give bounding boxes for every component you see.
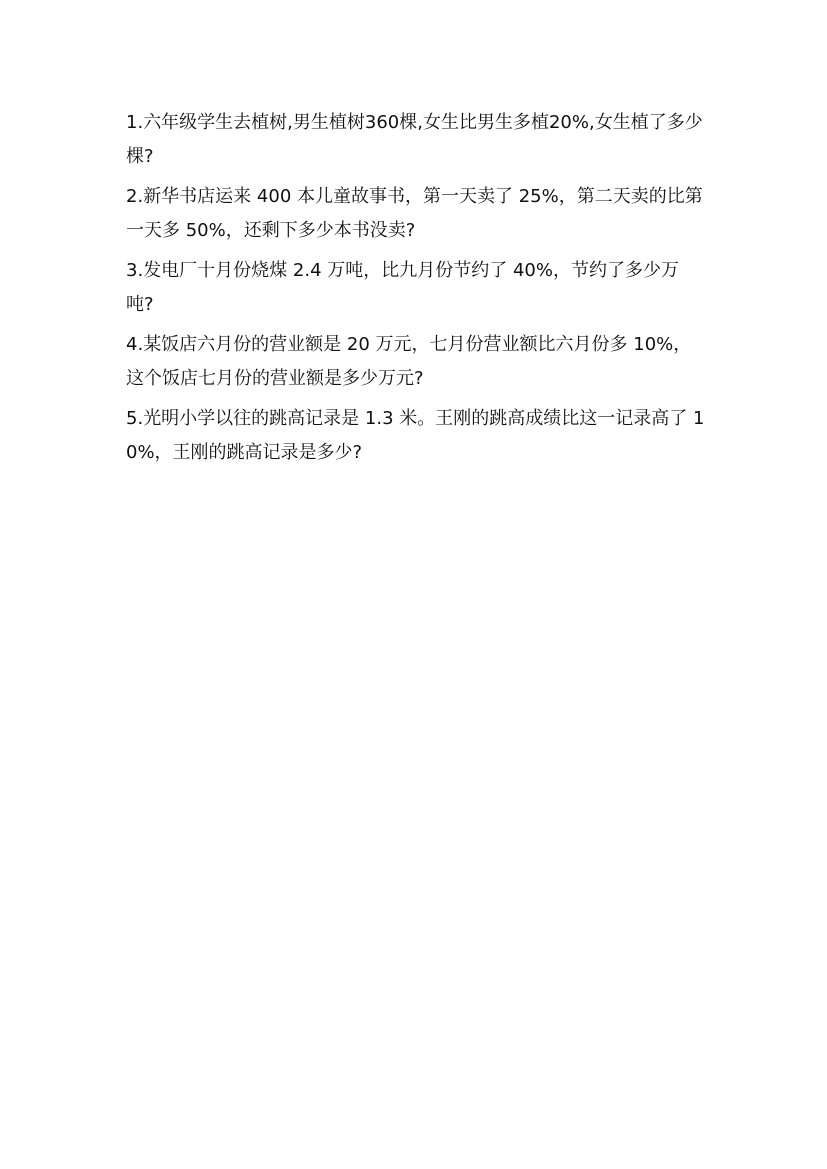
- problem-text: 六年级学生去植树,男生植树360棵,女生比男生多植20%,女生植了多少棵?: [126, 112, 703, 167]
- problem-text: 某饭店六月份的营业额是 20 万元，七月份营业额比六月份多 10%，这个饭店七月份的营业额是多少万元?: [126, 334, 692, 389]
- problem-text: 新华书店运来 400 本儿童故事书，第一天卖了 25%，第二天卖的比第一天多 50%，还剩下多少本书没卖?: [126, 186, 703, 241]
- problem-number: 2.: [126, 186, 144, 207]
- problem-number: 3.: [126, 260, 144, 281]
- problem-number: 4.: [126, 334, 144, 355]
- problem-number: 5.: [126, 408, 144, 429]
- problem-number: 1.: [126, 112, 144, 133]
- problem-text: 发电厂十月份烧煤 2.4 万吨，比九月份节约了 40%，节约了多少万吨?: [126, 260, 679, 315]
- problem-3: [126, 254, 706, 322]
- problem-5: [126, 402, 706, 470]
- problem-text: 光明小学以往的跳高记录是 1.3 米。王刚的跳高成绩比这一记录高了 10%，王刚的跳高记录是多少?: [126, 408, 705, 463]
- problem-2: [126, 180, 706, 248]
- problem-4: [126, 328, 706, 396]
- problem-1: [126, 106, 706, 174]
- problem-list: [126, 106, 706, 476]
